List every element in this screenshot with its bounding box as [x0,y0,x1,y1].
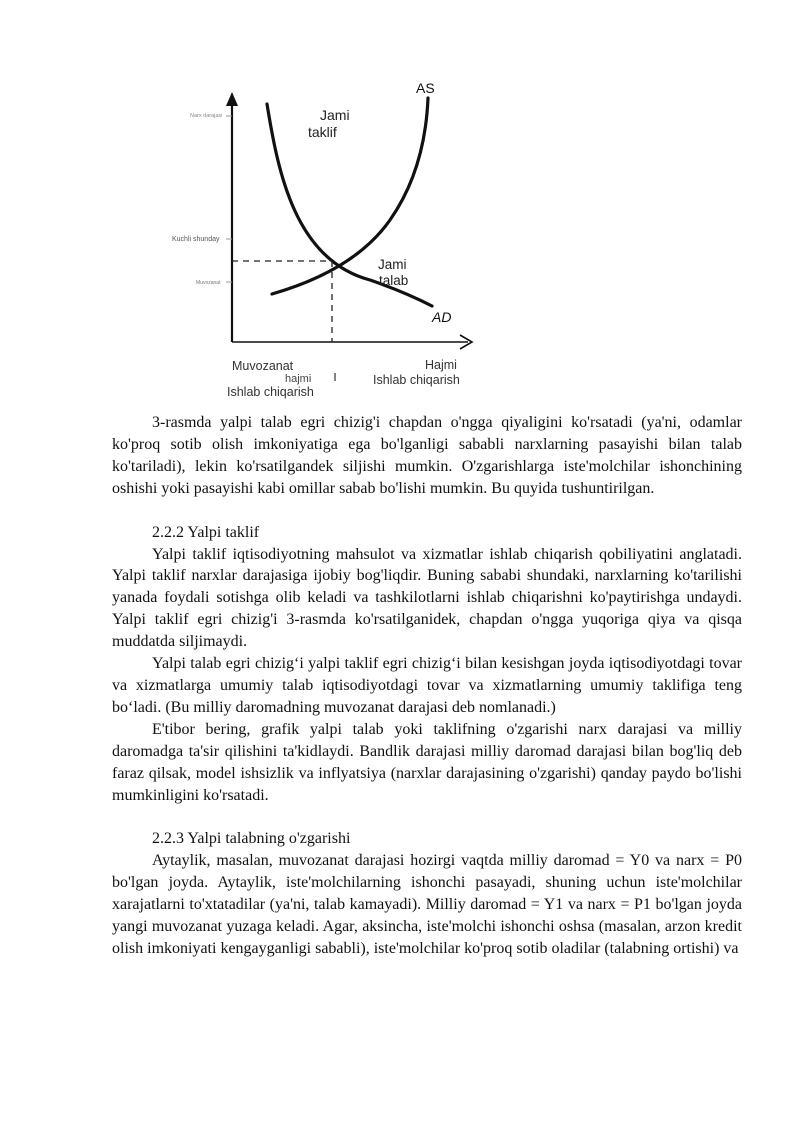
y-tick-label-top: Narx darajasi [190,113,223,119]
ad-as-diagram [160,70,490,400]
y-axis-arrow [226,92,238,106]
y-tick-label-lower: Muvozanat [196,280,221,286]
jami-taklif-label-1: Jami [320,107,350,123]
paragraph-yalpi-taklif: Yalpi taklif iqtisodiyotning mahsulot va xizmatlar ishlab chiqarish qobiliyatini anglatadi. Yalpi taklif narxlar darajasiga ijobiy bog'liqdir. Buning sababi shundaki, narxlarning ko'tarilishi yanada foydali sotishga olib keladi va tashkilotlarni ishlab chiqarishni ko'paytirishga undaydi. Yalpi taklif egri chizig'i 3-rasmda ko'rsatilganidek, chapdan o'ngga yuqoriga qiya va qisqa muddatda siljimaydi. [112,545,742,651]
ad-label: AD [432,309,452,325]
jami-talab-label-2: talab [379,273,409,288]
section-heading-yalpi-taklif: 2.2.2 Yalpi taklif [152,523,260,541]
jami-talab-label-1: Jami [378,257,407,272]
paragraph-kesishish: Yalpi talab egri chizig‘i yalpi taklif egri chizig‘i bilan kesishgan joyda iqtisodiyotdagi tovar va xizmatlarga umumiy talab iqtisodiyotdagi tovar va xizmatlarning umumiy taklifiga teng bo‘ladi. (Bu milliy daromadning muvozanat darajasi deb nomlanadi.) [112,655,742,716]
as-label: AS [416,80,435,96]
section-heading-talab-ozgarishi: 2.2.3 Yalpi talabning o'zgarishi [152,830,351,848]
x-label-muvozanat: Muvozanat [232,359,294,373]
x-label-ishlab-right: Ishlab chiqarish [373,373,460,387]
jami-taklif-label-2: taklif [308,124,337,140]
x-label-ishlab-left: Ishlab chiqarish [227,385,314,399]
x-label-hajmi-right: Hajmi [425,358,457,372]
y-tick-label-middle: Kuchli shunday [172,236,220,243]
document-body [112,412,742,960]
paragraph-figure-explanation: 3-rasmda yalpi talab egri chizig'i chapdan o'ngga qiyaligini ko'rsatadi (ya'ni, odamlar ko'proq sotib olish imkoniyatiga ega bo'lganligi sababli narxlarning pasayishi bilan talab ko'tariladi), lekin ko'rsatilgandek siljishi mumkin. O'zgarishlarga iste'molchilar ishonchining oshishi yoki pasayishi kabi omillar sabab bo'lishi mumkin. Bu quyida tushuntirilgan. [112,414,742,497]
x-label-hajmi: hajmi [285,373,312,385]
paragraph-aytaylik: Aytaylik, masalan, muvozanat darajasi hozirgi vaqtda milliy daromad = Y0 va narx = P0 bo'lgan joyda. Aytaylik, iste'molchilarning ishonchi pasayadi, shuning uchun iste'molchilar xarajatlarni to'xtatadilar (ya'ni, talab kamayadi). Milliy daromad = Y1 va narx = P1 bo'lgan joyda yangi muvozanat yuzaga keladi. Agar, aksincha, iste'molchi ishonchi oshsa (masalan, arzon kredit olish imkoniyati kengayganligi sababli), iste'molchilar ko'proq sotib oladilar (talabning ortishi) va [112,852,742,957]
paragraph-etibor: E'tibor bering, grafik yalpi talab yoki taklifning o'zgarishi narx darajasi va milliy daromadga ta'sir qilishini ta'kidlaydi. Bandlik darajasi milliy daromad darajasi bilan bog'liq deb faraz qilsak, model ishsizlik va inflyatsiya (narxlar darajasining o'zgarishi) qanday paydo bo'lishi mumkinligini ko'rsatadi. [112,720,742,804]
